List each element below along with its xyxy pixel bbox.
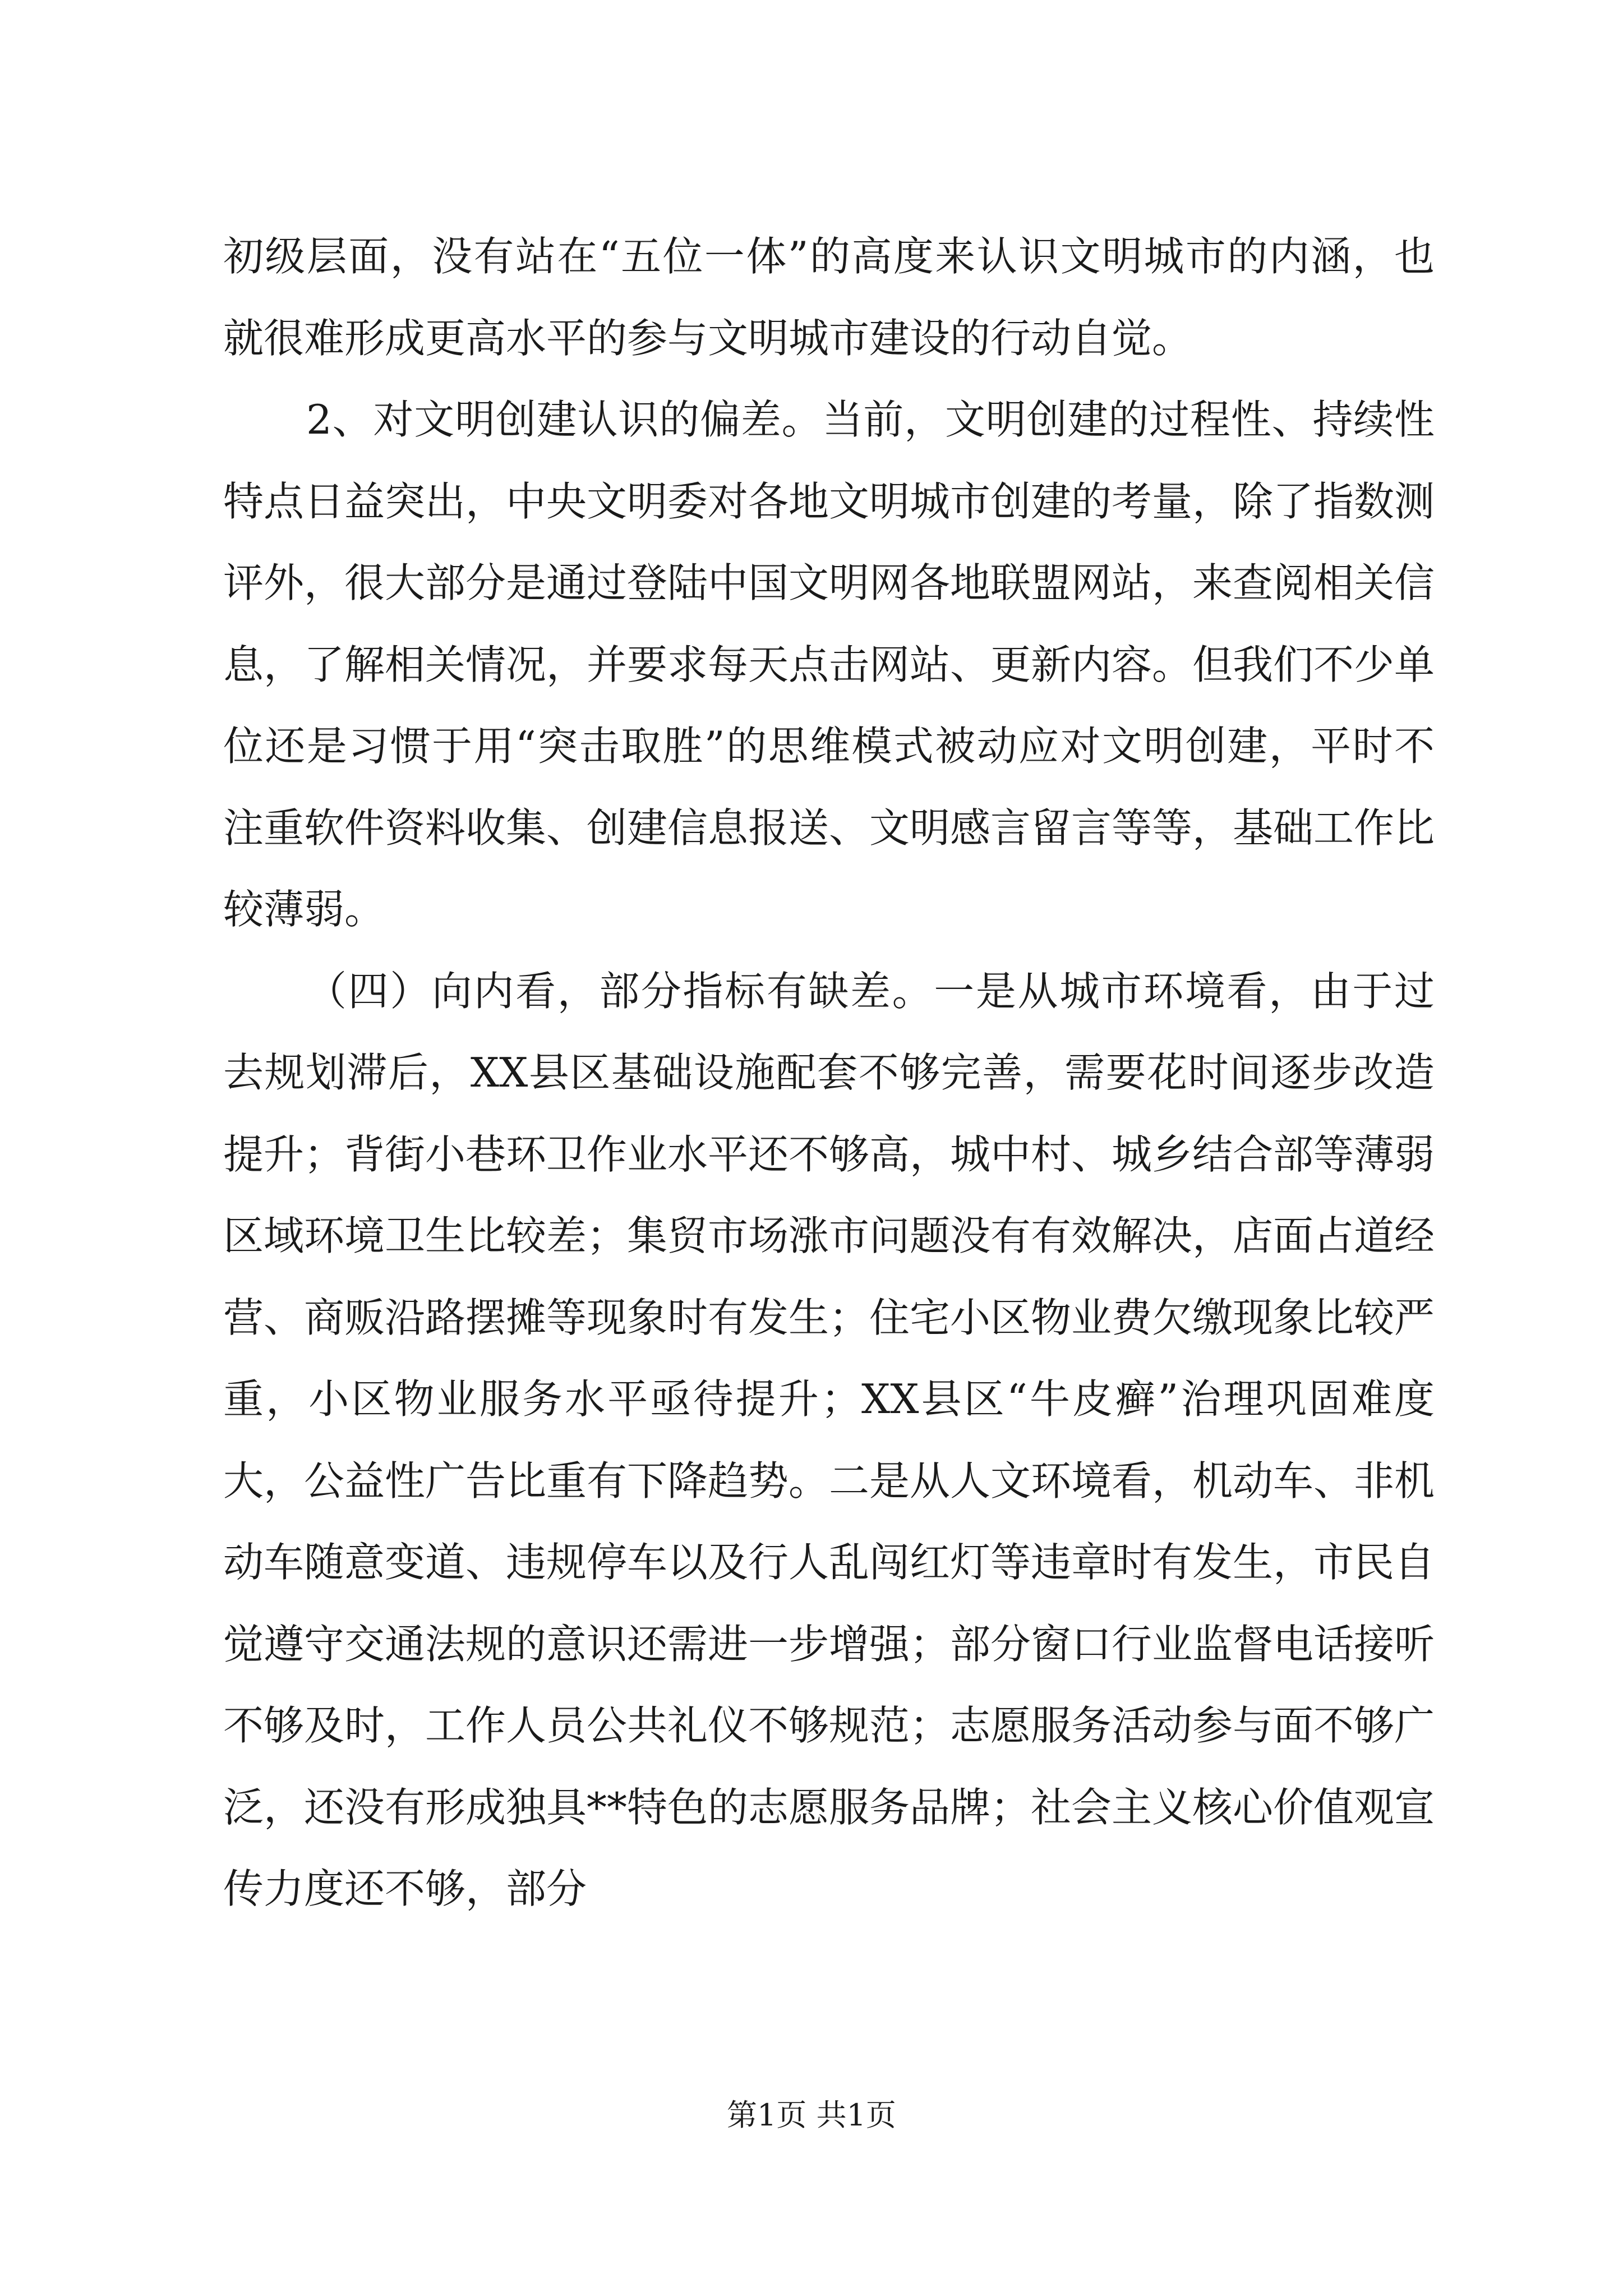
paragraph-1: 初级层面，没有站在“五位一体”的高度来认识文明城市的内涵，也就很难形成更高水平的参与文明城市建设的行动自觉。 bbox=[223, 233, 1435, 362]
paragraph-3: （四）向内看，部分指标有缺差。一是从城市环境看，由于过去规划滞后，XX县区基础设施配套不够完善，需要花时间逐步改造提升；背街小巷环卫作业水平还不够高，城中村、城乡结合部等薄弱区域环境卫生比较差；集贸市场涨市问题没有有效解决，店面占道经营、商贩沿路摆摊等现象时有发生；住宅小区物业费欠缴现象比较严重，小区物业服务水平亟待提升；XX县区“牛皮癣”治理巩固难度大，公益性广告比重有下降趋势。二是从人文环境看，机动车、非机动车随意变道、违规停车以及行人乱闯红灯等违章时有发生，市民自觉遵守交通法规的意识还需进一步增强；部分窗口行业监督电话接听不够及时，工作人员公共礼仪不够规范；志愿服务活动参与面不够广泛，还没有形成独具**特色的志愿服务品牌；社会主义核心价值观宣传力度还不够，部分 bbox=[223, 967, 1435, 1912]
page-footer: 第1页 共1页 bbox=[727, 2097, 896, 2133]
paragraph-2: 2、对文明创建认识的偏差。当前，文明创建的过程性、持续性特点日益突出，中央文明委对各地文明城市创建的考量，除了指数测评外，很大部分是通过登陆中国文明网各地联盟网站，来查阅相关信息，了解相关情况，并要求每天点击网站、更新内容。但我们不少单位还是习惯于用“突击取胜”的思维模式被动应对文明创建，平时不注重软件资料收集、创建信息报送、文明感言留言等等，基础工作比较薄弱。 bbox=[223, 396, 1435, 933]
document-body bbox=[223, 216, 1435, 1930]
